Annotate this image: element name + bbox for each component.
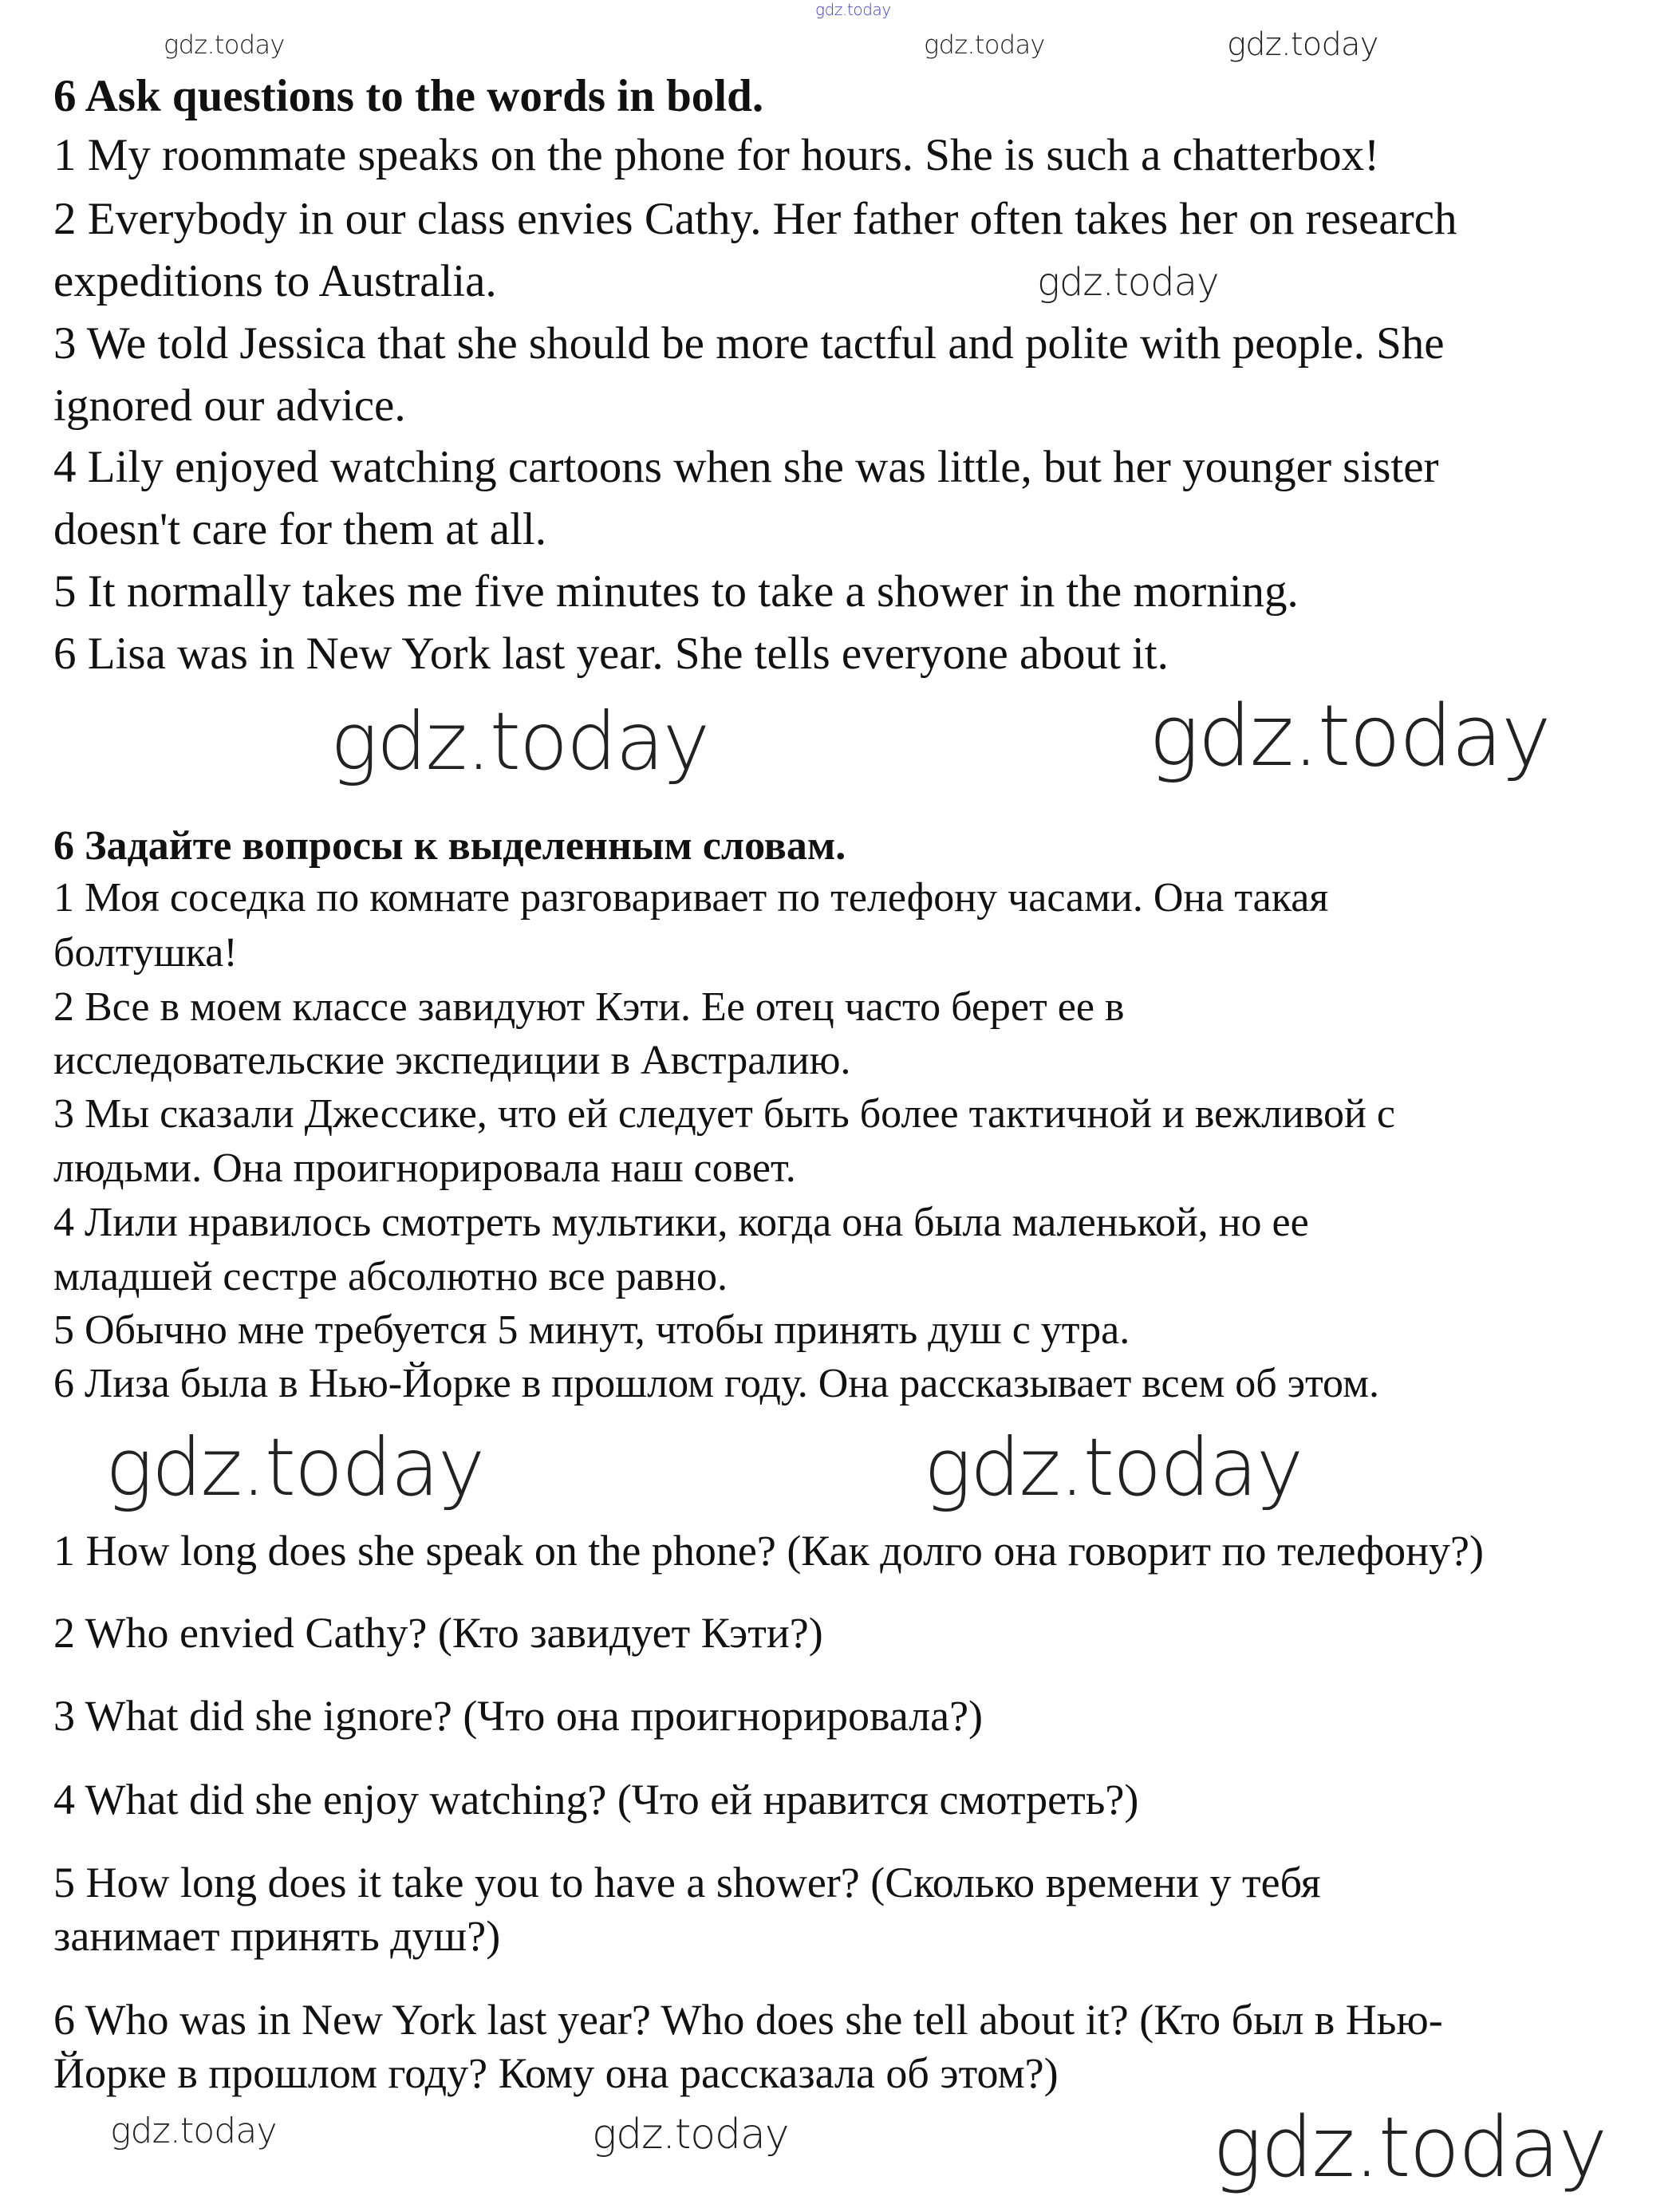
exercise-line: 5 Обычно мне требуется 5 минут, чтобы принять душ с утра. [53, 1307, 1130, 1353]
exercise-line: исследовательские экспедиции в Австралию. [53, 1038, 851, 1083]
exercise-line: 2 Все в моем классе завидуют Кэти. Ее отец часто берет ее в [53, 984, 1125, 1030]
watermark: gdz.today [1149, 687, 1550, 785]
answer-line: 6 Who was in New York last year? Who does she tell about it? (Кто был в Нью- [53, 1996, 1443, 2044]
watermark: gdz.today [924, 30, 1045, 60]
exercise-line: 1 My roommate speaks on the phone for hours. She is such a chatterbox! [53, 130, 1380, 180]
exercise-line: 4 Lily enjoyed watching cartoons when she was little, but her younger sister [53, 442, 1439, 492]
exercise-line: 1 Моя соседка по комнате разговаривает по телефону часами. Она такая [53, 875, 1329, 921]
exercise-line: 5 It normally takes me five minutes to take a shower in the morning. [53, 566, 1299, 617]
exercise-line: 2 Everybody in our class envies Cathy. Her father often takes her on research [53, 194, 1457, 244]
answer-line: Йорке в прошлом году? Кому она рассказала об этом?) [53, 2049, 1059, 2097]
exercise-line: 4 Лили нравилось смотреть мультики, когда она была маленькой, но ее [53, 1200, 1309, 1245]
exercise-heading: 6 Задайте вопросы к выделенным словам. [53, 823, 846, 869]
exercise-line: младшей сестре абсолютно все равно. [53, 1254, 728, 1299]
answer-line: 5 How long does it take you to have a shower? (Сколько времени у тебя [53, 1859, 1321, 1906]
exercise-line: 6 Lisa was in New York last year. She tells everyone about it. [53, 629, 1169, 679]
answer-line: 1 How long does she speak on the phone? (Как долго она говорит по телефону?) [53, 1527, 1484, 1575]
watermark: gdz.today [1227, 26, 1378, 63]
answer-line: 4 What did she enjoy watching? (Что ей нравится смотреть?) [53, 1776, 1139, 1823]
answer-line: занимает принять душ?) [53, 1912, 501, 1960]
watermark: gdz.today [924, 1421, 1303, 1514]
watermark: gdz.today [164, 30, 285, 60]
exercise-line: 3 We told Jessica that she should be more tactful and polite with people. She [53, 318, 1445, 369]
exercise-line: doesn't care for them at all. [53, 504, 547, 554]
exercise-line: ignored our advice. [53, 380, 406, 431]
exercise-line: expeditions to Australia. [53, 256, 497, 306]
exercise-heading: 6 Ask questions to the words in bold. [53, 71, 764, 121]
watermark: gdz.today [592, 2111, 789, 2159]
watermark: gdz.today [105, 1421, 484, 1514]
watermark: gdz.today [110, 2111, 277, 2151]
exercise-line: людьми. Она проигнорировала наш совет. [53, 1145, 796, 1191]
header-watermark: gdz.today [815, 0, 891, 19]
exercise-line: 6 Лиза была в Нью-Йорке в прошлом году. Она рассказывает всем об этом. [53, 1361, 1379, 1406]
exercise-line: болтушка! [53, 930, 238, 976]
watermark: gdz.today [1037, 260, 1219, 305]
watermark: gdz.today [1213, 2099, 1607, 2196]
exercise-line: 3 Мы сказали Джессике, что ей следует быть более тактичной и вежливой с [53, 1091, 1395, 1137]
watermark: gdz.today [330, 695, 709, 788]
answer-line: 2 Who envied Cathy? (Кто завидует Кэти?) [53, 1609, 823, 1657]
answer-line: 3 What did she ignore? (Что она проигнорировала?) [53, 1692, 984, 1740]
